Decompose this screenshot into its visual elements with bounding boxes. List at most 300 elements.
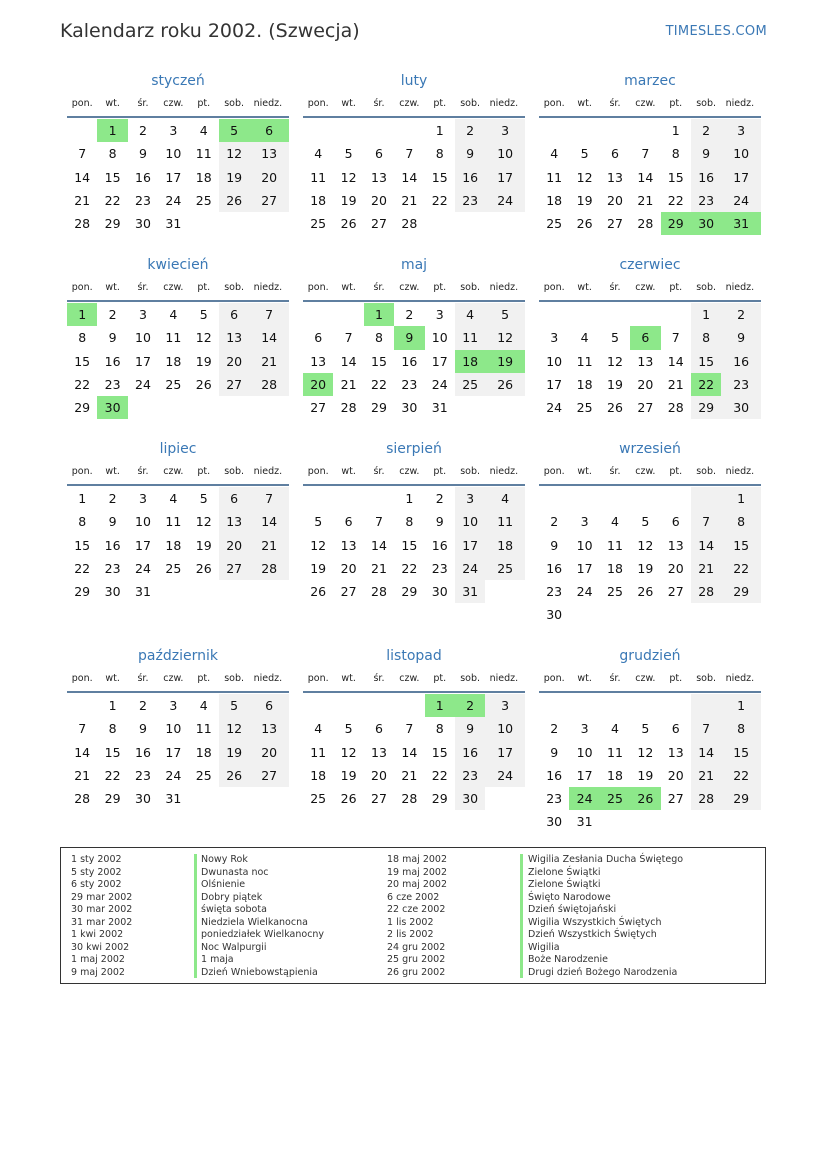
- weekday-label: sob.: [224, 673, 245, 684]
- day-cell: 9: [108, 514, 117, 530]
- weekday-label: niedz.: [489, 98, 519, 109]
- day-cell: 27: [310, 400, 327, 416]
- day-cell: 9: [550, 537, 559, 553]
- day-cell: 22: [721, 557, 761, 580]
- day-grid: [539, 303, 761, 419]
- day-cell: 10: [165, 146, 182, 162]
- weekday-label: niedz.: [489, 282, 519, 293]
- day-cell: 25: [195, 767, 212, 783]
- day-cell: 25: [195, 192, 212, 208]
- day-cell: 6: [219, 303, 249, 326]
- day-cell: 11: [195, 721, 212, 737]
- day-cell: 20: [371, 192, 387, 208]
- day-cell: 22: [371, 376, 387, 392]
- weekday-label: pon.: [307, 98, 329, 109]
- day-cell: 11: [455, 326, 485, 349]
- empty-cell: [219, 396, 249, 419]
- day-cell: 11: [485, 510, 525, 533]
- day-cell: 18: [607, 560, 623, 576]
- legend-date: 29 mar 2002: [71, 891, 133, 903]
- day-cell: 18: [310, 192, 327, 208]
- day-cell: 11: [607, 537, 623, 553]
- day-cell: 9: [139, 146, 147, 162]
- day-cell: 12: [637, 537, 654, 553]
- day-cell: 23: [546, 584, 563, 600]
- day-cell: 18: [546, 192, 563, 208]
- legend-date: 24 gru 2002: [387, 941, 446, 953]
- day-cell: 25: [485, 557, 525, 580]
- weekday-label: pon.: [307, 673, 329, 684]
- month-name: październik: [138, 648, 218, 664]
- empty-cell: [600, 303, 630, 326]
- day-cell: 26: [340, 791, 357, 807]
- day-cell: 23: [104, 376, 121, 392]
- day-cell: 21: [371, 560, 387, 576]
- empty-cell: [485, 580, 525, 603]
- day-cell: 8: [691, 326, 721, 349]
- weekday-label: czw.: [635, 673, 656, 684]
- day-cell: 7: [375, 514, 383, 530]
- day-cell: 26: [485, 373, 525, 396]
- empty-cell: [691, 810, 721, 833]
- day-cell: 20: [637, 376, 654, 392]
- day-cell: 26: [195, 560, 212, 576]
- day-cell: 26: [310, 584, 327, 600]
- legend-date: 1 sty 2002: [71, 854, 122, 865]
- day-cell: 15: [104, 744, 121, 760]
- day-cell: 24: [485, 764, 525, 787]
- day-cell: 20: [249, 166, 289, 189]
- day-cell: 21: [74, 767, 91, 783]
- empty-cell: [661, 694, 691, 717]
- day-cell: 13: [667, 744, 684, 760]
- day-cell: 20: [219, 350, 249, 373]
- day-cell: 22: [401, 560, 418, 576]
- day-cell: 8: [721, 510, 761, 533]
- day-cell: 15: [431, 169, 448, 185]
- day-grid: [539, 694, 761, 834]
- day-cell: 16: [546, 767, 563, 783]
- day-cell: 8: [435, 146, 444, 162]
- day-grid: [303, 303, 525, 419]
- day-cell: 20: [340, 560, 357, 576]
- day-cell: 4: [611, 514, 619, 530]
- day-cell: 8: [435, 721, 444, 737]
- month-10: [303, 647, 525, 810]
- day-cell: 17: [165, 169, 182, 185]
- weekday-label: wt.: [577, 673, 592, 684]
- day-cell: 13: [249, 717, 289, 740]
- day-cell: 10: [165, 721, 182, 737]
- day-cell: 4: [199, 698, 208, 713]
- day-cell: 10: [455, 510, 485, 533]
- day-cell: 28: [401, 216, 418, 232]
- empty-cell: [249, 212, 289, 235]
- day-cell: 20: [219, 534, 249, 557]
- day-cell: 9: [455, 717, 485, 740]
- empty-cell: [249, 396, 289, 419]
- day-cell: 21: [340, 376, 357, 392]
- day-cell: 26: [637, 584, 654, 600]
- weekday-label: czw.: [163, 673, 184, 684]
- empty-cell: [303, 487, 333, 510]
- day-cell: 14: [637, 169, 654, 185]
- day-cell: 6: [344, 514, 353, 530]
- day-cell: 5: [314, 514, 323, 530]
- weekday-label: śr.: [373, 282, 385, 293]
- day-cell: 1: [108, 698, 117, 713]
- day-cell: 2: [139, 698, 147, 713]
- legend-name: Dzień Wniebowstąpienia: [201, 966, 318, 978]
- day-cell: 18: [576, 376, 593, 392]
- legend-date: 26 gru 2002: [387, 966, 446, 978]
- day-cell: 14: [401, 744, 418, 760]
- day-cell: 24: [576, 584, 593, 600]
- weekday-label: pt.: [669, 98, 683, 109]
- day-cell: 11: [310, 169, 327, 185]
- day-cell: 7: [641, 146, 650, 162]
- empty-cell: [333, 303, 363, 326]
- weekday-label: wt.: [105, 282, 120, 293]
- weekday-label: wt.: [105, 98, 120, 109]
- month-11: [539, 647, 761, 834]
- weekday-label: pt.: [669, 466, 683, 477]
- day-cell: 17: [135, 537, 151, 553]
- day-cell: 14: [249, 510, 289, 533]
- legend-date: 1 lis 2002: [387, 916, 434, 928]
- day-cell: 27: [249, 189, 289, 212]
- weekday-label: wt.: [577, 282, 592, 293]
- day-cell: 4: [611, 721, 619, 737]
- legend-name: Olśnienie: [201, 879, 246, 890]
- empty-cell: [721, 810, 761, 833]
- day-cell: 16: [431, 537, 448, 553]
- day-cell: 3: [455, 487, 485, 510]
- legend-name: Zielone Świątki: [528, 866, 601, 878]
- day-cell: 6: [249, 119, 289, 142]
- day-cell: 11: [165, 330, 182, 346]
- empty-cell: [485, 212, 525, 235]
- day-cell: 23: [431, 560, 448, 576]
- day-cell: 18: [455, 350, 485, 373]
- day-cell: 30: [455, 787, 485, 810]
- day-cell: 7: [249, 303, 289, 326]
- weekday-label: czw.: [163, 98, 184, 109]
- empty-cell: [333, 694, 363, 717]
- empty-cell: [189, 396, 219, 419]
- weekday-header: [67, 464, 289, 486]
- weekday-label: pt.: [197, 673, 211, 684]
- day-cell: 12: [340, 169, 357, 185]
- day-cell: 12: [576, 169, 593, 185]
- empty-cell: [539, 694, 569, 717]
- weekday-label: czw.: [635, 98, 656, 109]
- day-cell: 20: [249, 741, 289, 764]
- day-cell: 15: [74, 353, 91, 369]
- day-cell: 1: [78, 491, 87, 506]
- day-cell: 5: [344, 721, 353, 737]
- legend-names-left: [201, 854, 324, 979]
- day-cell: 27: [219, 373, 249, 396]
- day-cell: 26: [195, 376, 212, 392]
- weekday-label: wt.: [341, 466, 356, 477]
- weekday-label: sob.: [224, 98, 245, 109]
- day-cell: 19: [607, 376, 623, 392]
- day-cell: 8: [375, 330, 383, 346]
- day-cell: 14: [74, 169, 91, 185]
- day-cell: 23: [104, 560, 121, 576]
- empty-cell: [425, 212, 455, 235]
- legend-date: 18 maj 2002: [387, 854, 448, 865]
- empty-cell: [600, 119, 630, 142]
- weekday-label: wt.: [341, 673, 356, 684]
- day-cell: 12: [310, 537, 327, 553]
- day-cell: 22: [104, 192, 121, 208]
- day-cell: 17: [576, 767, 593, 783]
- day-cell: 17: [721, 166, 761, 189]
- day-cell: 9: [550, 744, 559, 760]
- empty-cell: [249, 787, 289, 810]
- day-cell: 24: [485, 189, 525, 212]
- day-cell: 9: [394, 326, 424, 349]
- day-cell: 30: [691, 212, 721, 235]
- day-cell: 18: [310, 767, 327, 783]
- day-cell: 25: [600, 787, 630, 810]
- weekday-label: pt.: [197, 282, 211, 293]
- day-cell: 13: [310, 353, 327, 369]
- weekday-label: śr.: [609, 466, 621, 477]
- weekday-label: śr.: [137, 466, 149, 477]
- weekday-label: wt.: [577, 466, 592, 477]
- weekday-label: pon.: [307, 282, 329, 293]
- day-cell: 14: [371, 537, 387, 553]
- day-cell: 12: [195, 330, 212, 346]
- weekday-label: śr.: [137, 98, 149, 109]
- day-cell: 3: [485, 119, 525, 142]
- day-cell: 10: [135, 330, 151, 346]
- day-cell: 25: [455, 373, 485, 396]
- day-cell: 19: [219, 741, 249, 764]
- day-cell: 18: [607, 767, 623, 783]
- empty-cell: [249, 580, 289, 603]
- day-cell: 9: [455, 142, 485, 165]
- legend-date: 22 cze 2002: [387, 904, 446, 915]
- empty-cell: [333, 487, 363, 510]
- empty-cell: [630, 303, 660, 326]
- month-9: [67, 647, 289, 810]
- weekday-label: sob.: [696, 673, 717, 684]
- day-cell: 23: [721, 373, 761, 396]
- legend-name: Noc Walpurgii: [201, 941, 267, 953]
- weekday-label: sob.: [224, 466, 245, 477]
- empty-cell: [691, 694, 721, 717]
- legend-name: Dwunasta noc: [201, 866, 269, 878]
- day-cell: 24: [569, 787, 599, 810]
- day-cell: 11: [607, 744, 623, 760]
- day-grid: [303, 119, 525, 235]
- day-cell: 12: [219, 717, 249, 740]
- day-cell: 6: [630, 326, 660, 349]
- day-cell: 5: [611, 330, 619, 346]
- day-cell: 23: [401, 376, 418, 392]
- day-cell: 1: [405, 491, 414, 506]
- weekday-label: śr.: [137, 282, 149, 293]
- day-cell: 24: [165, 192, 182, 208]
- weekday-label: wt.: [341, 282, 356, 293]
- day-cell: 23: [455, 189, 485, 212]
- month-6: [67, 440, 289, 603]
- day-cell: 21: [401, 767, 418, 783]
- empty-cell: [630, 119, 660, 142]
- empty-cell: [189, 212, 219, 235]
- brand-link[interactable]: TIMESLES.COM: [665, 24, 767, 39]
- day-cell: 25: [546, 216, 563, 232]
- day-cell: 29: [431, 791, 448, 807]
- day-cell: 17: [576, 560, 593, 576]
- weekday-label: sob.: [460, 673, 481, 684]
- weekday-label: niedz.: [725, 98, 755, 109]
- day-cell: 18: [165, 537, 182, 553]
- legend-name: Niedziela Wielkanocna: [201, 916, 308, 928]
- empty-cell: [189, 580, 219, 603]
- day-cell: 16: [691, 166, 721, 189]
- day-cell: 26: [607, 400, 623, 416]
- day-cell: 14: [401, 169, 418, 185]
- day-cell: 1: [364, 303, 394, 326]
- day-cell: 3: [550, 330, 559, 346]
- weekday-label: czw.: [399, 98, 420, 109]
- day-cell: 14: [249, 326, 289, 349]
- weekday-header: [539, 96, 761, 118]
- day-cell: 26: [630, 787, 660, 810]
- weekday-label: sob.: [696, 98, 717, 109]
- weekday-label: śr.: [609, 282, 621, 293]
- legend-name: Wigilia Zesłania Ducha Świętego: [528, 854, 684, 865]
- day-cell: 26: [219, 764, 249, 787]
- empty-cell: [661, 810, 691, 833]
- day-cell: 10: [576, 537, 593, 553]
- weekday-label: pt.: [197, 466, 211, 477]
- weekday-label: niedz.: [489, 673, 519, 684]
- day-cell: 4: [169, 491, 178, 506]
- day-cell: 17: [135, 353, 151, 369]
- empty-cell: [485, 396, 525, 419]
- day-cell: 11: [310, 744, 327, 760]
- weekday-header: [67, 280, 289, 302]
- day-cell: 13: [371, 744, 387, 760]
- day-cell: 18: [195, 744, 212, 760]
- day-cell: 10: [485, 142, 525, 165]
- day-grid: [303, 487, 525, 603]
- day-cell: 17: [455, 534, 485, 557]
- day-cell: 28: [249, 373, 289, 396]
- weekday-label: pt.: [669, 673, 683, 684]
- empty-cell: [721, 603, 761, 626]
- day-cell: 25: [310, 216, 327, 232]
- legend-date: 31 mar 2002: [71, 916, 133, 928]
- day-cell: 6: [375, 146, 383, 162]
- day-cell: 16: [401, 353, 418, 369]
- weekday-label: pon.: [543, 673, 565, 684]
- day-cell: 8: [405, 514, 414, 530]
- day-cell: 3: [169, 698, 178, 713]
- empty-cell: [661, 603, 691, 626]
- day-cell: 8: [721, 717, 761, 740]
- day-cell: 24: [431, 376, 448, 392]
- day-cell: 23: [135, 767, 151, 783]
- weekday-header: [539, 671, 761, 693]
- day-cell: 12: [485, 326, 525, 349]
- legend-date: 6 sty 2002: [71, 879, 122, 890]
- legend-name: Święto Narodowe: [528, 891, 611, 903]
- day-cell: 24: [721, 189, 761, 212]
- day-cell: 20: [303, 373, 333, 396]
- weekday-label: czw.: [163, 466, 184, 477]
- weekday-label: pon.: [307, 466, 329, 477]
- legend-dates-left: [71, 854, 132, 979]
- weekday-label: śr.: [609, 673, 621, 684]
- empty-cell: [600, 810, 630, 833]
- legend-bar-right: [520, 854, 523, 978]
- day-cell: 4: [485, 487, 525, 510]
- weekday-label: niedz.: [253, 466, 283, 477]
- day-cell: 19: [340, 767, 357, 783]
- empty-cell: [539, 487, 569, 510]
- legend-name: Wigilia Wszystkich Świętych: [528, 916, 662, 928]
- month-2: [539, 72, 761, 235]
- day-cell: 31: [455, 580, 485, 603]
- empty-cell: [691, 487, 721, 510]
- day-cell: 5: [641, 514, 650, 530]
- day-cell: 24: [546, 400, 563, 416]
- day-cell: 1: [425, 694, 455, 717]
- day-cell: 7: [405, 721, 414, 737]
- empty-cell: [455, 212, 485, 235]
- day-cell: 7: [691, 717, 721, 740]
- month-name: maj: [400, 257, 428, 273]
- day-cell: 4: [199, 123, 208, 138]
- day-cell: 4: [314, 146, 323, 162]
- day-cell: 25: [165, 560, 182, 576]
- day-cell: 4: [580, 330, 589, 346]
- day-cell: 2: [721, 303, 761, 326]
- day-cell: 25: [576, 400, 593, 416]
- weekday-label: pon.: [71, 466, 93, 477]
- day-cell: 4: [169, 307, 178, 322]
- day-cell: 2: [108, 307, 117, 322]
- day-cell: 31: [165, 216, 182, 232]
- day-cell: 28: [637, 216, 654, 232]
- day-cell: 13: [637, 353, 654, 369]
- day-cell: 30: [401, 400, 418, 416]
- day-cell: 11: [576, 353, 593, 369]
- day-cell: 31: [135, 584, 151, 600]
- empty-cell: [364, 487, 394, 510]
- day-cell: 13: [667, 537, 684, 553]
- day-cell: 30: [135, 216, 151, 232]
- day-cell: 3: [169, 123, 178, 138]
- day-cell: 31: [721, 212, 761, 235]
- day-cell: 8: [108, 721, 117, 737]
- month-name: grudzień: [619, 648, 681, 664]
- day-cell: 19: [340, 192, 357, 208]
- day-cell: 15: [74, 537, 91, 553]
- day-cell: 24: [135, 376, 151, 392]
- day-cell: 23: [135, 192, 151, 208]
- day-cell: 22: [431, 767, 448, 783]
- empty-cell: [333, 119, 363, 142]
- weekday-label: niedz.: [253, 673, 283, 684]
